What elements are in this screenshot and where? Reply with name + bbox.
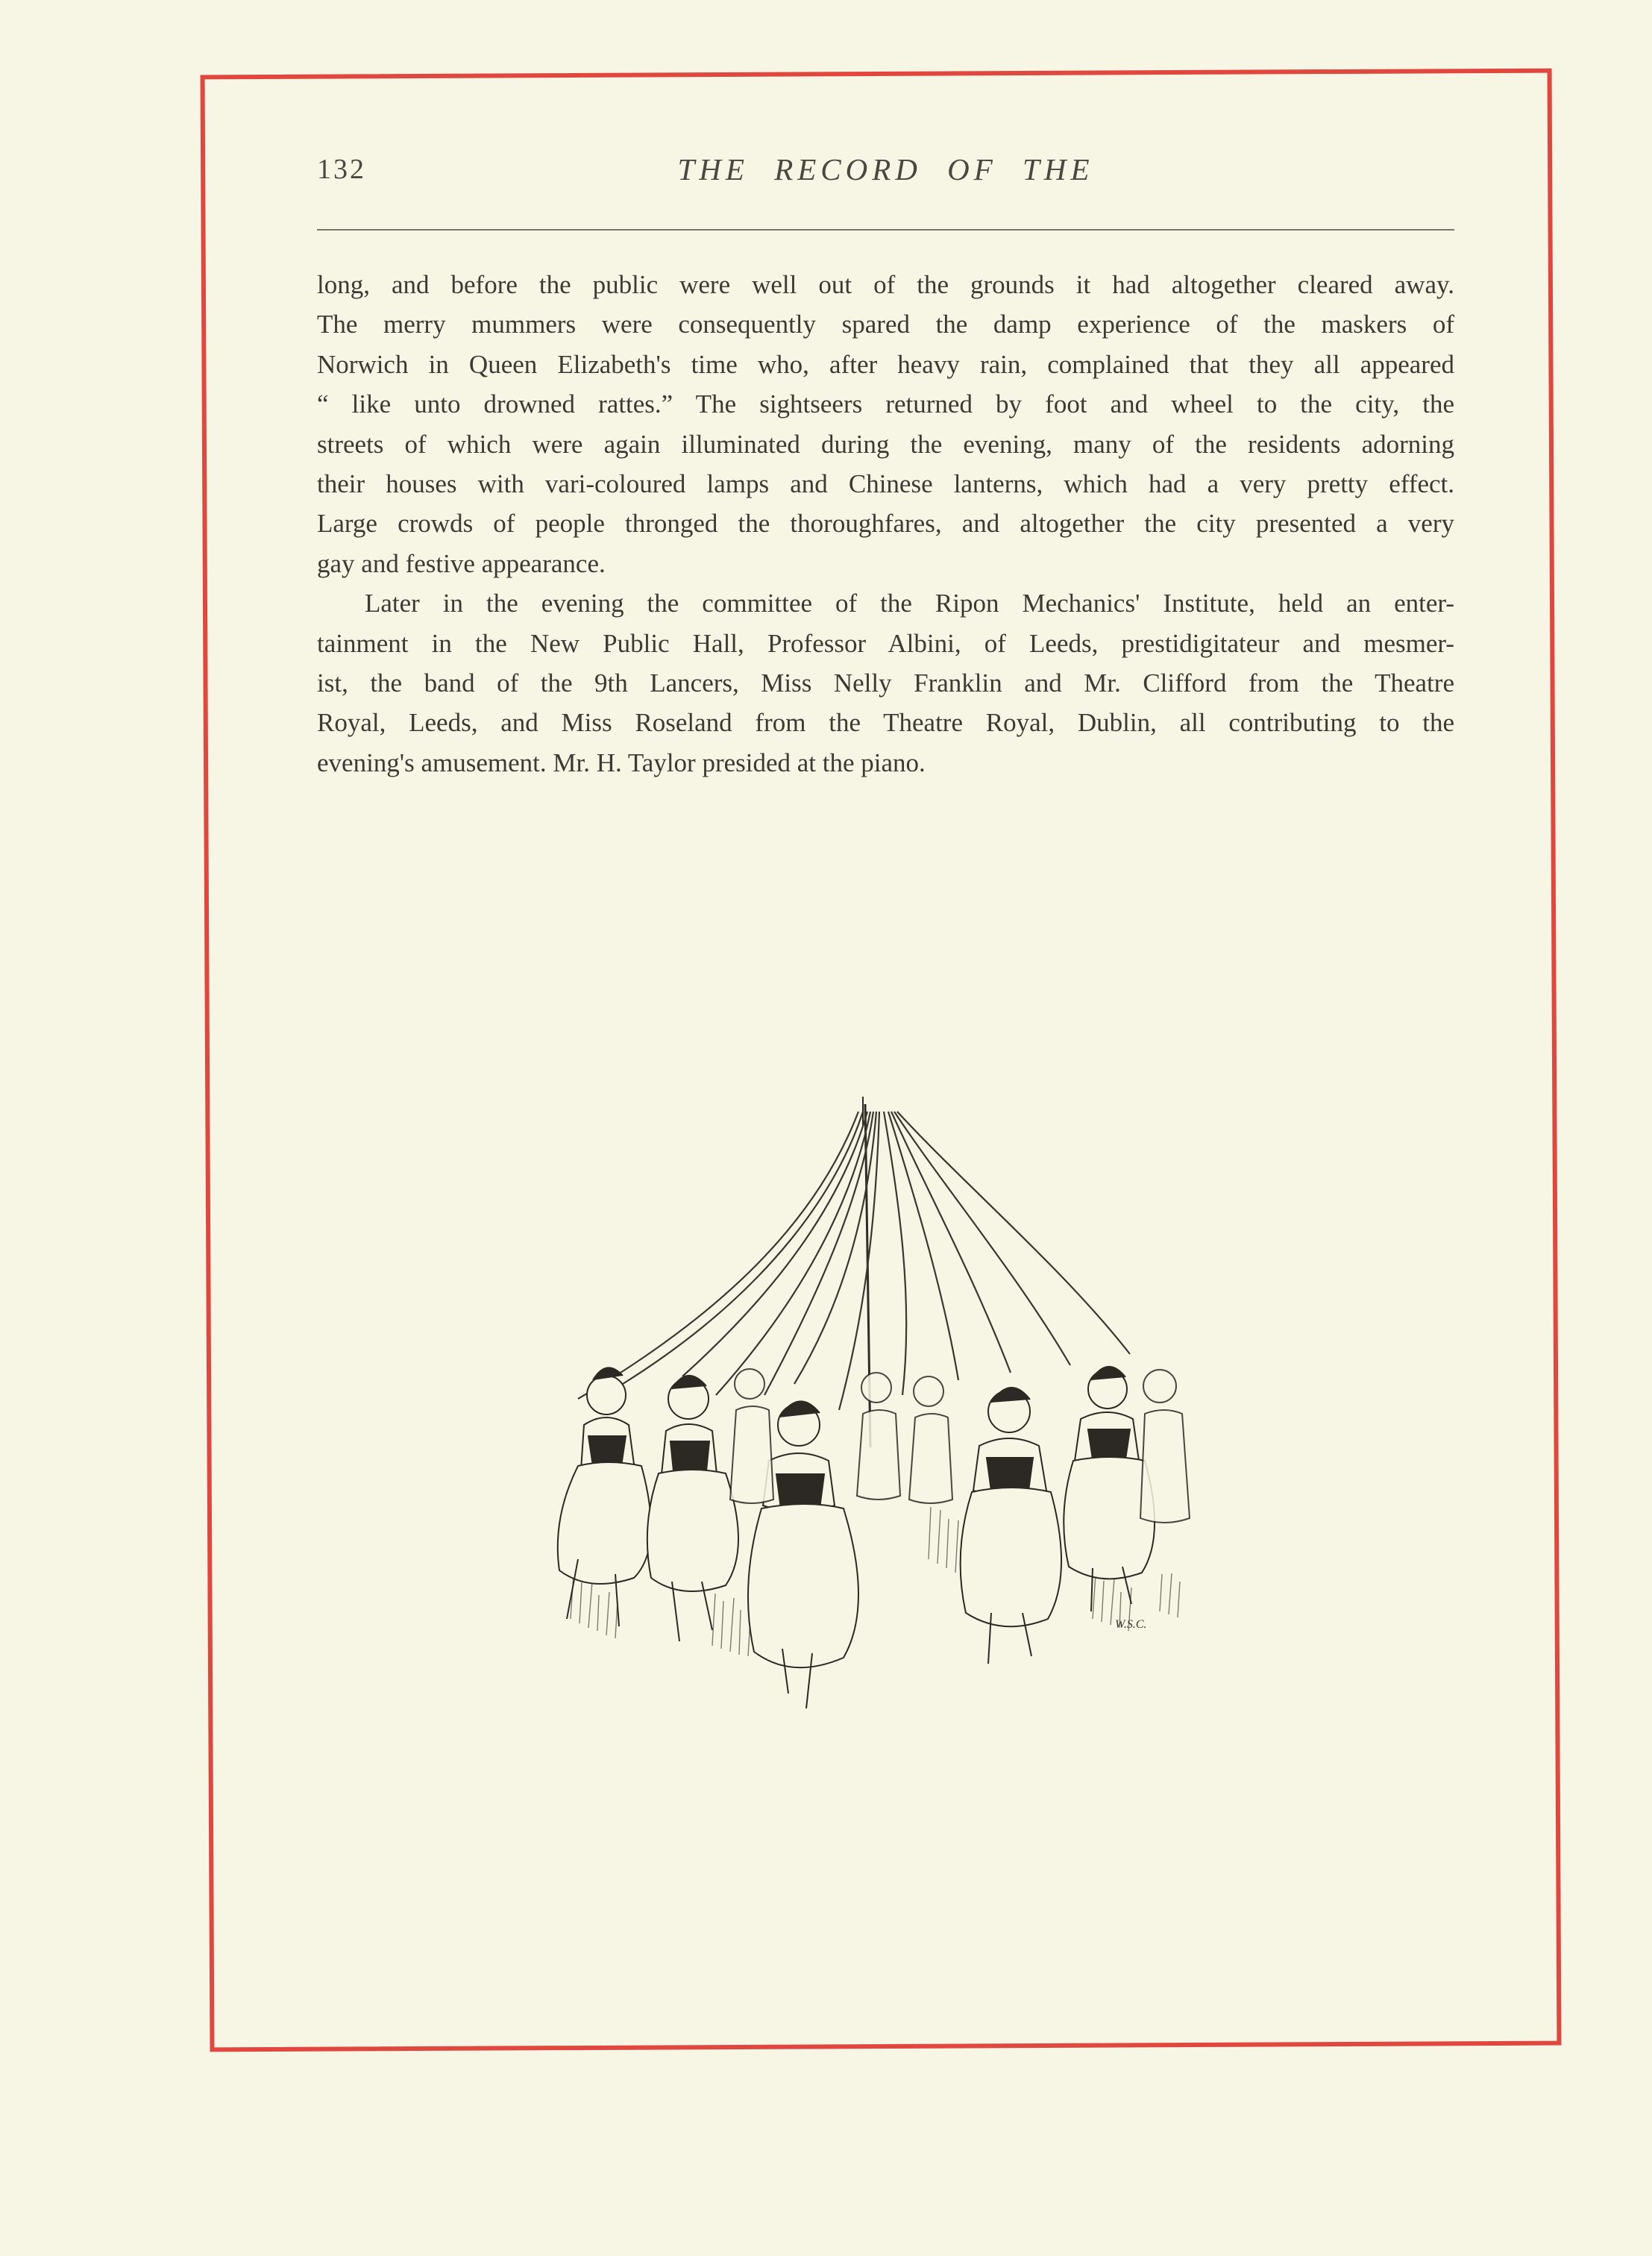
artist-signature: W.S.C.	[1115, 1618, 1147, 1631]
text-line: “ like unto drowned rattes.” The sightseers returned by foot and wheel to the city, the	[317, 389, 1454, 419]
maypole-ribbons	[578, 1112, 1130, 1410]
running-head: THE RECORD OF THE	[677, 152, 1094, 187]
text-line: Large crowds of people thronged the thoroughfares, and altogether the city presented a very	[317, 509, 1454, 539]
dancer	[558, 1367, 651, 1626]
text-line: evening's amusement. Mr. H. Taylor presided at the piano.	[317, 748, 926, 777]
text-line: Royal, Leeds, and Miss Roseland from the Theatre Royal, Dublin, all contributing to the	[317, 708, 1454, 738]
dancers	[558, 1367, 1190, 1708]
text-line: long, and before the public were well out of the grounds it had altogether cleared away.	[317, 270, 1454, 299]
text-line: Norwich in Queen Elizabeth's time who, after heavy rain, complained that they all appeared	[317, 349, 1454, 379]
paragraph-2	[317, 583, 1454, 783]
maypole-dance-illustration	[526, 1097, 1219, 1757]
text-line: Later in the evening the committee of the Ripon Mechanics' Institute, held an enter-	[365, 589, 1454, 618]
text-line: tainment in the New Public Hall, Professor Albini, of Leeds, prestidigitateur and mesmer-	[317, 628, 1454, 658]
text-line: The merry mummers were consequently spared the damp experience of the maskers of	[317, 310, 1454, 339]
text-line: ist, the band of the 9th Lancers, Miss Nelly Franklin and Mr. Clifford from the Theatre	[317, 668, 1454, 698]
text-line: streets of which were again illuminated during the evening, many of the residents adorning	[317, 429, 1454, 459]
page-number: 132	[317, 154, 366, 185]
paragraph-1	[317, 265, 1454, 583]
text-line: their houses with vari-coloured lamps and Chinese lanterns, which had a very pretty effect.	[317, 469, 1454, 498]
dancer	[961, 1388, 1061, 1664]
dancer	[647, 1376, 738, 1641]
text-line: gay and festive appearance.	[317, 548, 606, 578]
header-rule	[317, 229, 1454, 231]
body-text	[317, 265, 1454, 783]
